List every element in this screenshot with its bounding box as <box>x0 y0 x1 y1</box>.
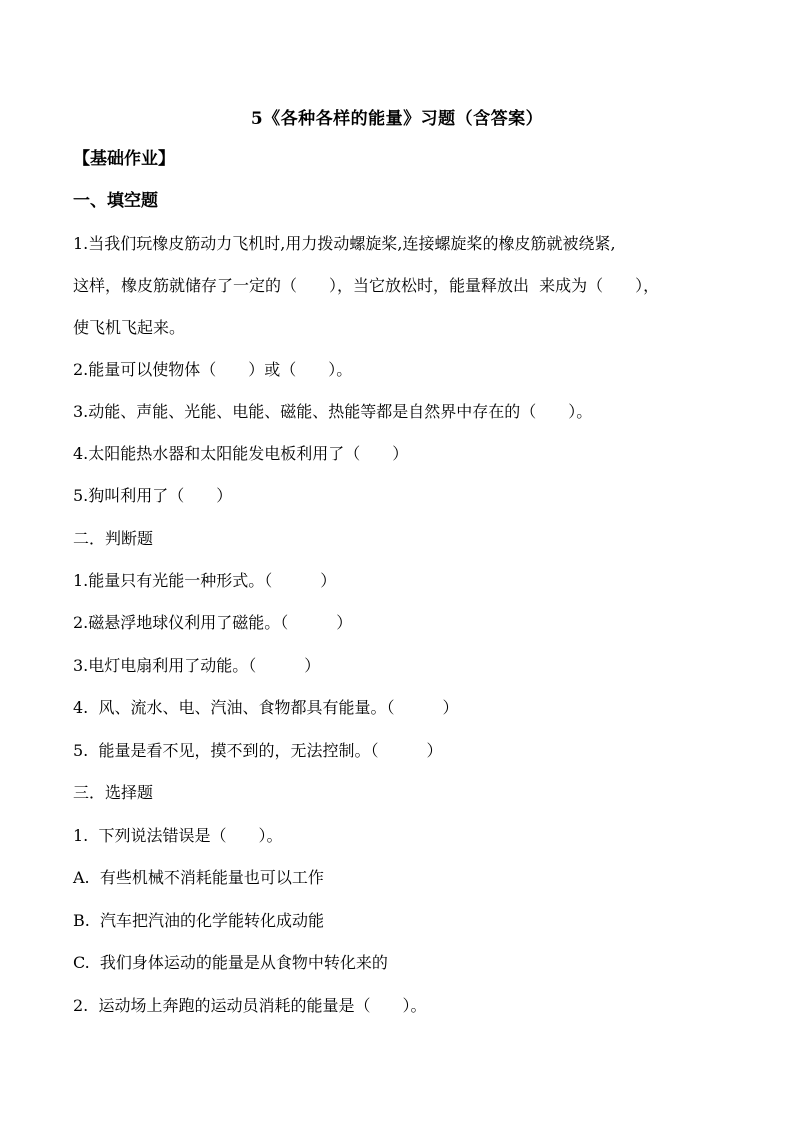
question-fill-1-line-3: 使飞机飞起来。 <box>73 318 186 337</box>
question-judge-1: 1.能量只有光能一种形式。（ ） <box>73 571 337 590</box>
question-fill-1-line-1: 1.当我们玩橡皮筋动力飞机时,用力拨动螺旋桨,连接螺旋桨的橡皮筋就被绕紧, <box>73 234 616 253</box>
question-judge-2: 2.磁悬浮地球仪利用了磁能。（ ） <box>73 613 353 632</box>
question-fill-2: 2.能量可以使物体（ ）或（ ）。 <box>73 360 353 379</box>
question-judge-4: 4. 风、流水、电、汽油、食物都具有能量。（ ） <box>73 698 459 717</box>
question-judge-5: 5. 能量是看不见，摸不到的，无法控制。（ ） <box>73 741 443 760</box>
section-heading-basic: 【基础作业】 <box>73 149 175 169</box>
question-fill-3: 3.动能、声能、光能、电能、磁能、热能等都是自然界中存在的（ ）。 <box>73 402 593 421</box>
question-choice-1: 1. 下列说法错误是（ ）。 <box>73 826 283 845</box>
question-choice-1-option-b: B. 汽车把汽油的化学能转化成动能 <box>73 911 325 930</box>
question-choice-1-option-a: A. 有些机械不消耗能量也可以工作 <box>73 868 324 887</box>
part-heading-multiple-choice: 三．选择题 <box>73 783 154 802</box>
part-heading-fill-blank: 一、填空题 <box>73 191 158 211</box>
question-choice-2: 2. 运动场上奔跑的运动员消耗的能量是（ ）。 <box>73 996 427 1015</box>
question-fill-1-line-2: 这样，橡皮筋就储存了一定的（ ），当它放松时，能量释放出 来成为（ ）， <box>73 276 660 295</box>
question-fill-4: 4.太阳能热水器和太阳能发电板利用了（ ） <box>73 444 409 463</box>
question-fill-5: 5.狗叫利用了（ ） <box>73 486 233 505</box>
question-judge-3: 3.电灯电扇利用了动能。（ ） <box>73 656 321 675</box>
part-heading-true-false: 二．判断题 <box>73 529 154 548</box>
question-choice-1-option-c: C. 我们身体运动的能量是从食物中转化来的 <box>73 953 388 972</box>
page-title: 5《各种各样的能量》习题（含答案） <box>250 109 544 129</box>
